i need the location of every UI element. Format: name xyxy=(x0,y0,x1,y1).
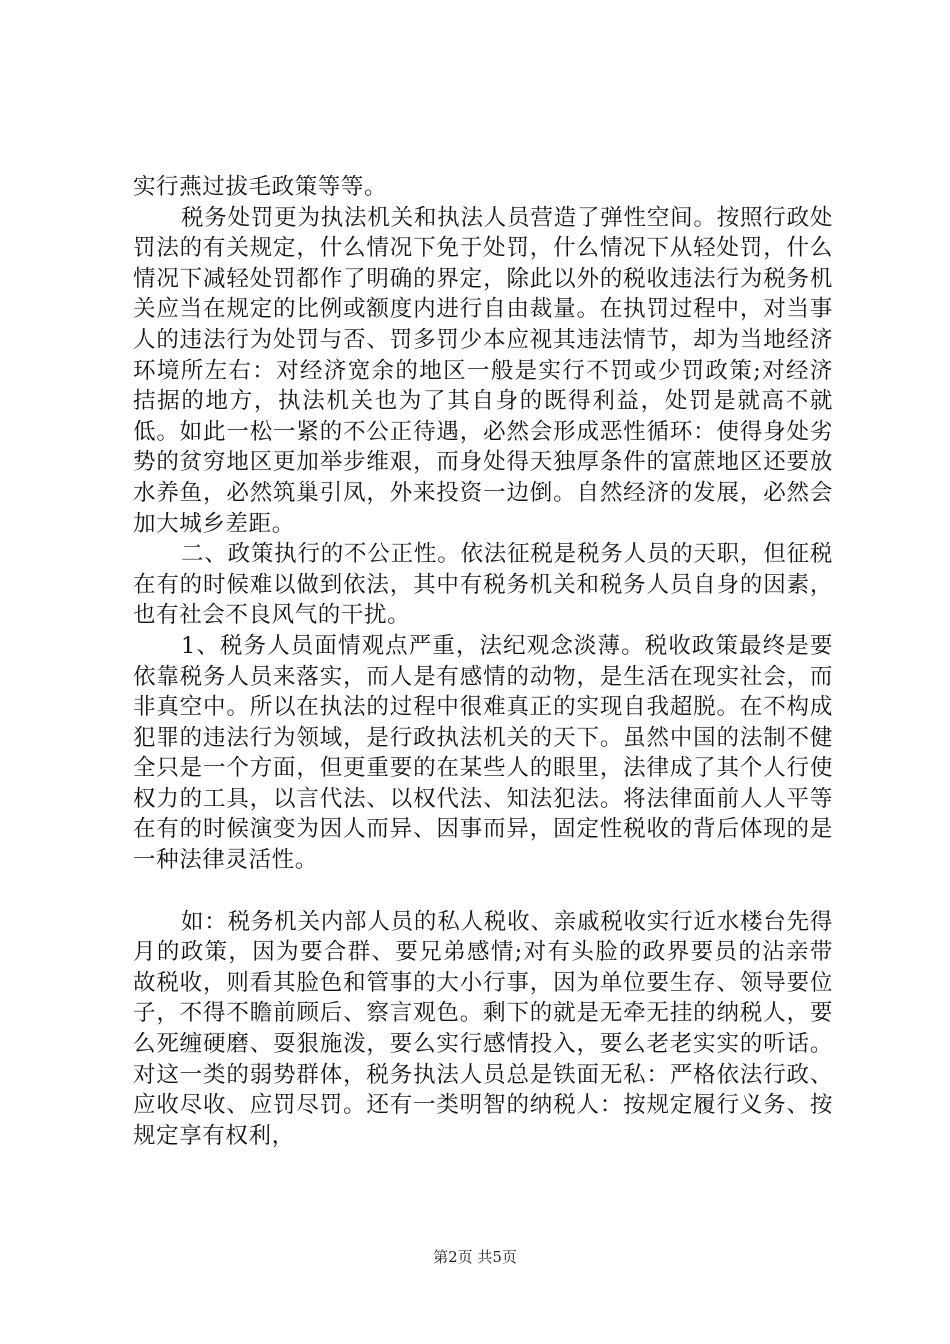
paragraph-continuation: 实行燕过拔毛政策等等。 xyxy=(133,174,388,200)
page-footer: 第2页 共5页 xyxy=(433,1248,517,1266)
paragraph-tax-penalty: 税务处罚更为执法机关和执法人员营造了弹性空间。按照行政处罚法的有关规定，什么情况下免于处罚，什么情况下从轻处罚，什么情况下减轻处罚都作了明确的界定，除此以外的税收违法行为税务机关应当在规定的比例或额度内进行自由裁量。在执罚过程中，对当事人的违法行为处罚与否、罚多罚少本应视其违法情节，却为当地经济环境所左右：对经济宽余的地区一般是实行不罚或少罚政策;对经济拮据的地方，执法机关也为了其自身的既得利益，处罚是就高不就低。如此一松一紧的不公正待遇，必然会形成恶性循环：使得身处劣势的贫穷地区更加举步维艰，而身处得天独厚条件的富蔗地区还要放水养鱼，必然筑巢引凤，外来投资一边倒。自然经济的发展，必然会加大城乡差距。 xyxy=(133,204,833,537)
paragraph-policy-unfairness: 二、政策执行的不公正性。依法征税是税务人员的天职，但征税在有的时候难以做到依法，其中有税务机关和税务人员自身的因素，也有社会不良风气的干扰。 xyxy=(133,541,833,629)
paragraph-personal-relations: 1、税务人员面情观点严重，法纪观念淡薄。税收政策最终是要依靠税务人员来落实，而人是有感情的动物，是生活在现实社会，而非真空中。所以在执法的过程中很难真正的实现自我超脱。在不构成犯罪的违法行为领域，是行政执法机关的天下。虽然中国的法制不健全只是一个方面，但更重要的在某些人的眼里，法律成了其个人行使权力的工具，以言代法、以权代法、知法犯法。将法律面前人人平等在有的时候演变为因人而异、因事而异，固定性税收的背后体现的是一种法律灵活性。 xyxy=(133,632,833,874)
document-body xyxy=(133,172,833,1151)
paragraph-example: 如：税务机关内部人员的私人税收、亲戚税收实行近水楼台先得月的政策，因为要合群、要兄弟感情;对有头脸的政界要员的沾亲带故税收，则看其脸色和管事的大小行事，因为单位要生存、领导要位子，不得不瞻前顾后、察言观色。剩下的就是无牵无挂的纳税人，要么死缠硬磨、耍狠施泼，要么实行感情投入，要么老老实实的听话。对这一类的弱势群体，税务执法人员总是铁面无私：严格依法行政、应收尽收、应罚尽罚。还有一类明智的纳税人：按规定履行义务、按规定享有权利， xyxy=(133,908,833,1149)
paragraph-spacer xyxy=(133,876,833,907)
